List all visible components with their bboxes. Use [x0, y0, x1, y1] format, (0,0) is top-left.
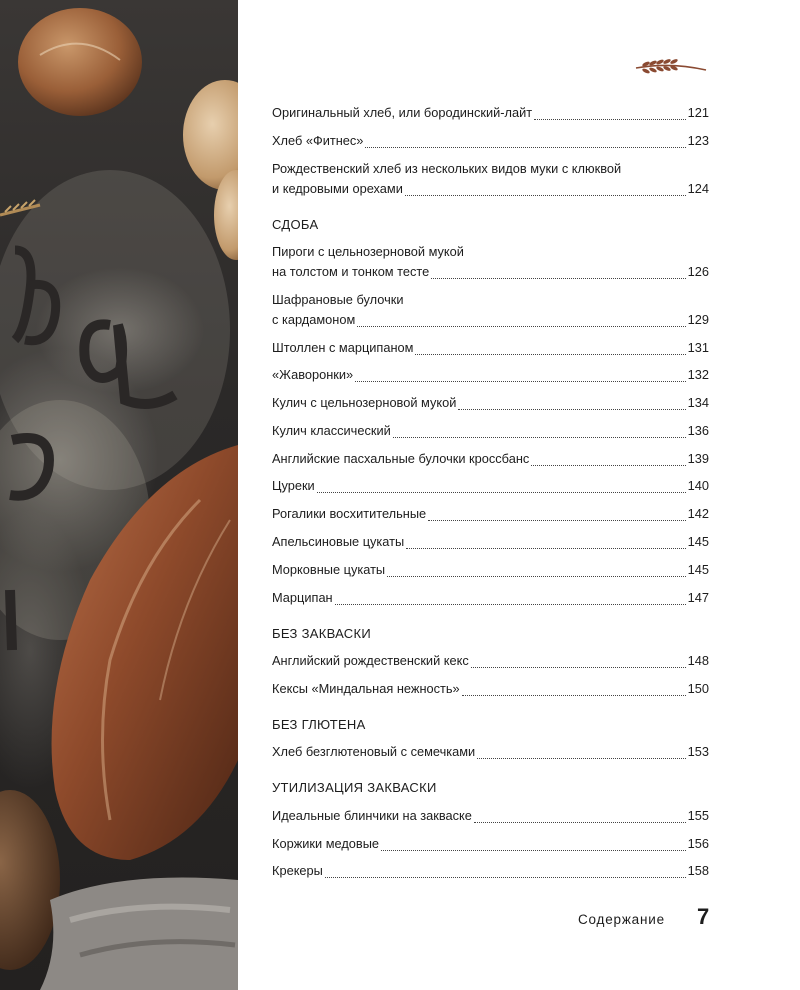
toc-entry-title-line1: Пироги с цельнозерновой мукой: [272, 244, 464, 259]
page-number: 7: [697, 904, 710, 929]
leader-dots: [357, 316, 685, 327]
toc-entry-title: Штоллен с марципаном: [272, 340, 414, 355]
toc-entry[interactable]: [272, 366, 709, 384]
toc-entry-title: Хлеб «Фитнес»: [272, 133, 364, 148]
toc-entry-page: 129: [687, 312, 709, 327]
footer-section-label: Содержание: [578, 912, 665, 927]
leader-dots: [415, 344, 685, 355]
toc-entry[interactable]: [272, 862, 709, 880]
toc-entry-page: 126: [687, 264, 709, 279]
toc-entry-page: 158: [687, 863, 709, 878]
toc-entry[interactable]: [272, 680, 709, 698]
toc-entry-page: 145: [687, 562, 709, 577]
toc-entry[interactable]: [272, 835, 709, 853]
leader-dots: [474, 812, 686, 823]
toc-entry-title: Коржики медовые: [272, 836, 380, 851]
toc-entry-title: Хлеб безглютеновый с семечками: [272, 744, 476, 759]
leader-dots: [405, 185, 686, 196]
toc-entry-title: на толстом и тонком тесте: [272, 264, 430, 279]
toc-entry-page: 132: [687, 367, 709, 382]
section-heading: СДОБА: [272, 217, 319, 232]
leader-dots: [477, 748, 685, 759]
leader-dots: [317, 482, 686, 493]
toc-entry-title: Английские пасхальные булочки кроссбанс: [272, 451, 530, 466]
toc-entry-page: 140: [687, 478, 709, 493]
bread-illustration: [0, 0, 238, 990]
toc-entry[interactable]: [272, 132, 709, 150]
toc-entry-title-line1: Шафрановые булочки: [272, 292, 404, 307]
bread-photo: [0, 0, 238, 990]
toc-entry[interactable]: [272, 533, 709, 551]
toc-entry[interactable]: [272, 589, 709, 607]
leader-dots: [365, 137, 685, 148]
toc-entry-page: 124: [687, 181, 709, 196]
toc-entry-page: 156: [687, 836, 709, 851]
toc-entry-title: Крекеры: [272, 863, 323, 878]
toc-entry-title: с кардамоном: [272, 312, 356, 327]
leader-dots: [381, 840, 686, 851]
toc-entry-page: 134: [687, 395, 709, 410]
toc-entry[interactable]: [272, 339, 709, 357]
toc-entry-title: Апельсиновые цукаты: [272, 534, 405, 549]
section-heading: УТИЛИЗАЦИЯ ЗАКВАСКИ: [272, 780, 437, 795]
toc-entry-page: 131: [687, 340, 709, 355]
wheat-ear-icon: [634, 54, 708, 78]
leader-dots: [471, 657, 686, 668]
toc-entry[interactable]: [272, 807, 709, 825]
toc-entry-title: Кулич с цельнозерновой мукой: [272, 395, 457, 410]
leader-dots: [335, 594, 686, 605]
leader-dots: [325, 867, 686, 878]
toc-entry-page: 121: [687, 105, 709, 120]
toc-entry-page: 153: [687, 744, 709, 759]
leader-dots: [531, 455, 685, 466]
toc-entry[interactable]: [272, 104, 709, 122]
toc-entry-page: 145: [687, 534, 709, 549]
toc-entry[interactable]: [272, 394, 709, 412]
leader-dots: [355, 371, 686, 382]
toc-entry-title: «Жаворонки»: [272, 367, 354, 382]
toc-entry-title: Оригинальный хлеб, или бородинский-лайт: [272, 105, 533, 120]
toc-entry-title: Кулич классический: [272, 423, 391, 438]
toc-entry-page: 142: [687, 506, 709, 521]
toc-entry-page: 155: [687, 808, 709, 823]
leader-dots: [431, 268, 685, 279]
leader-dots: [393, 427, 686, 438]
toc-entry[interactable]: [272, 450, 709, 468]
toc-entry-page: 123: [687, 133, 709, 148]
toc-entry[interactable]: [272, 422, 709, 440]
toc-entry-page: 139: [687, 451, 709, 466]
toc-entry[interactable]: [272, 311, 709, 329]
toc-entry-page: 136: [687, 423, 709, 438]
toc-entry[interactable]: [272, 263, 709, 281]
leader-dots: [387, 566, 686, 577]
toc-entry[interactable]: [272, 561, 709, 579]
toc-entry-title: Морковные цукаты: [272, 562, 386, 577]
leader-dots: [406, 538, 685, 549]
section-heading: БЕЗ ЗАКВАСКИ: [272, 626, 372, 641]
leader-dots: [428, 510, 685, 521]
toc-entry[interactable]: [272, 505, 709, 523]
toc-entry-page: 148: [687, 653, 709, 668]
toc-entry-title: Идеальные блинчики на закваске: [272, 808, 472, 823]
toc-entry-title: Английский рождественский кекс: [272, 653, 469, 668]
toc-entry-title-line1: Рождественский хлеб из нескольких видов муки с клюквой: [272, 161, 622, 176]
toc-entry[interactable]: [272, 180, 709, 198]
toc-entry-title: Кексы «Миндальная нежность»: [272, 681, 460, 696]
toc-entry-title: Марципан: [272, 590, 333, 605]
toc-entry-page: 150: [687, 681, 709, 696]
toc-entry[interactable]: [272, 477, 709, 495]
toc-entry-title: и кедровыми орехами: [272, 181, 403, 196]
leader-dots: [458, 399, 685, 410]
toc-entry-page: 147: [687, 590, 709, 605]
toc-entry-title: Цуреки: [272, 478, 315, 493]
toc-entry[interactable]: [272, 743, 709, 761]
toc-entry-title: Рогалики восхитительные: [272, 506, 427, 521]
section-heading: БЕЗ ГЛЮТЕНА: [272, 717, 366, 732]
leader-dots: [462, 685, 686, 696]
toc-entry[interactable]: [272, 652, 709, 670]
leader-dots: [534, 109, 685, 120]
